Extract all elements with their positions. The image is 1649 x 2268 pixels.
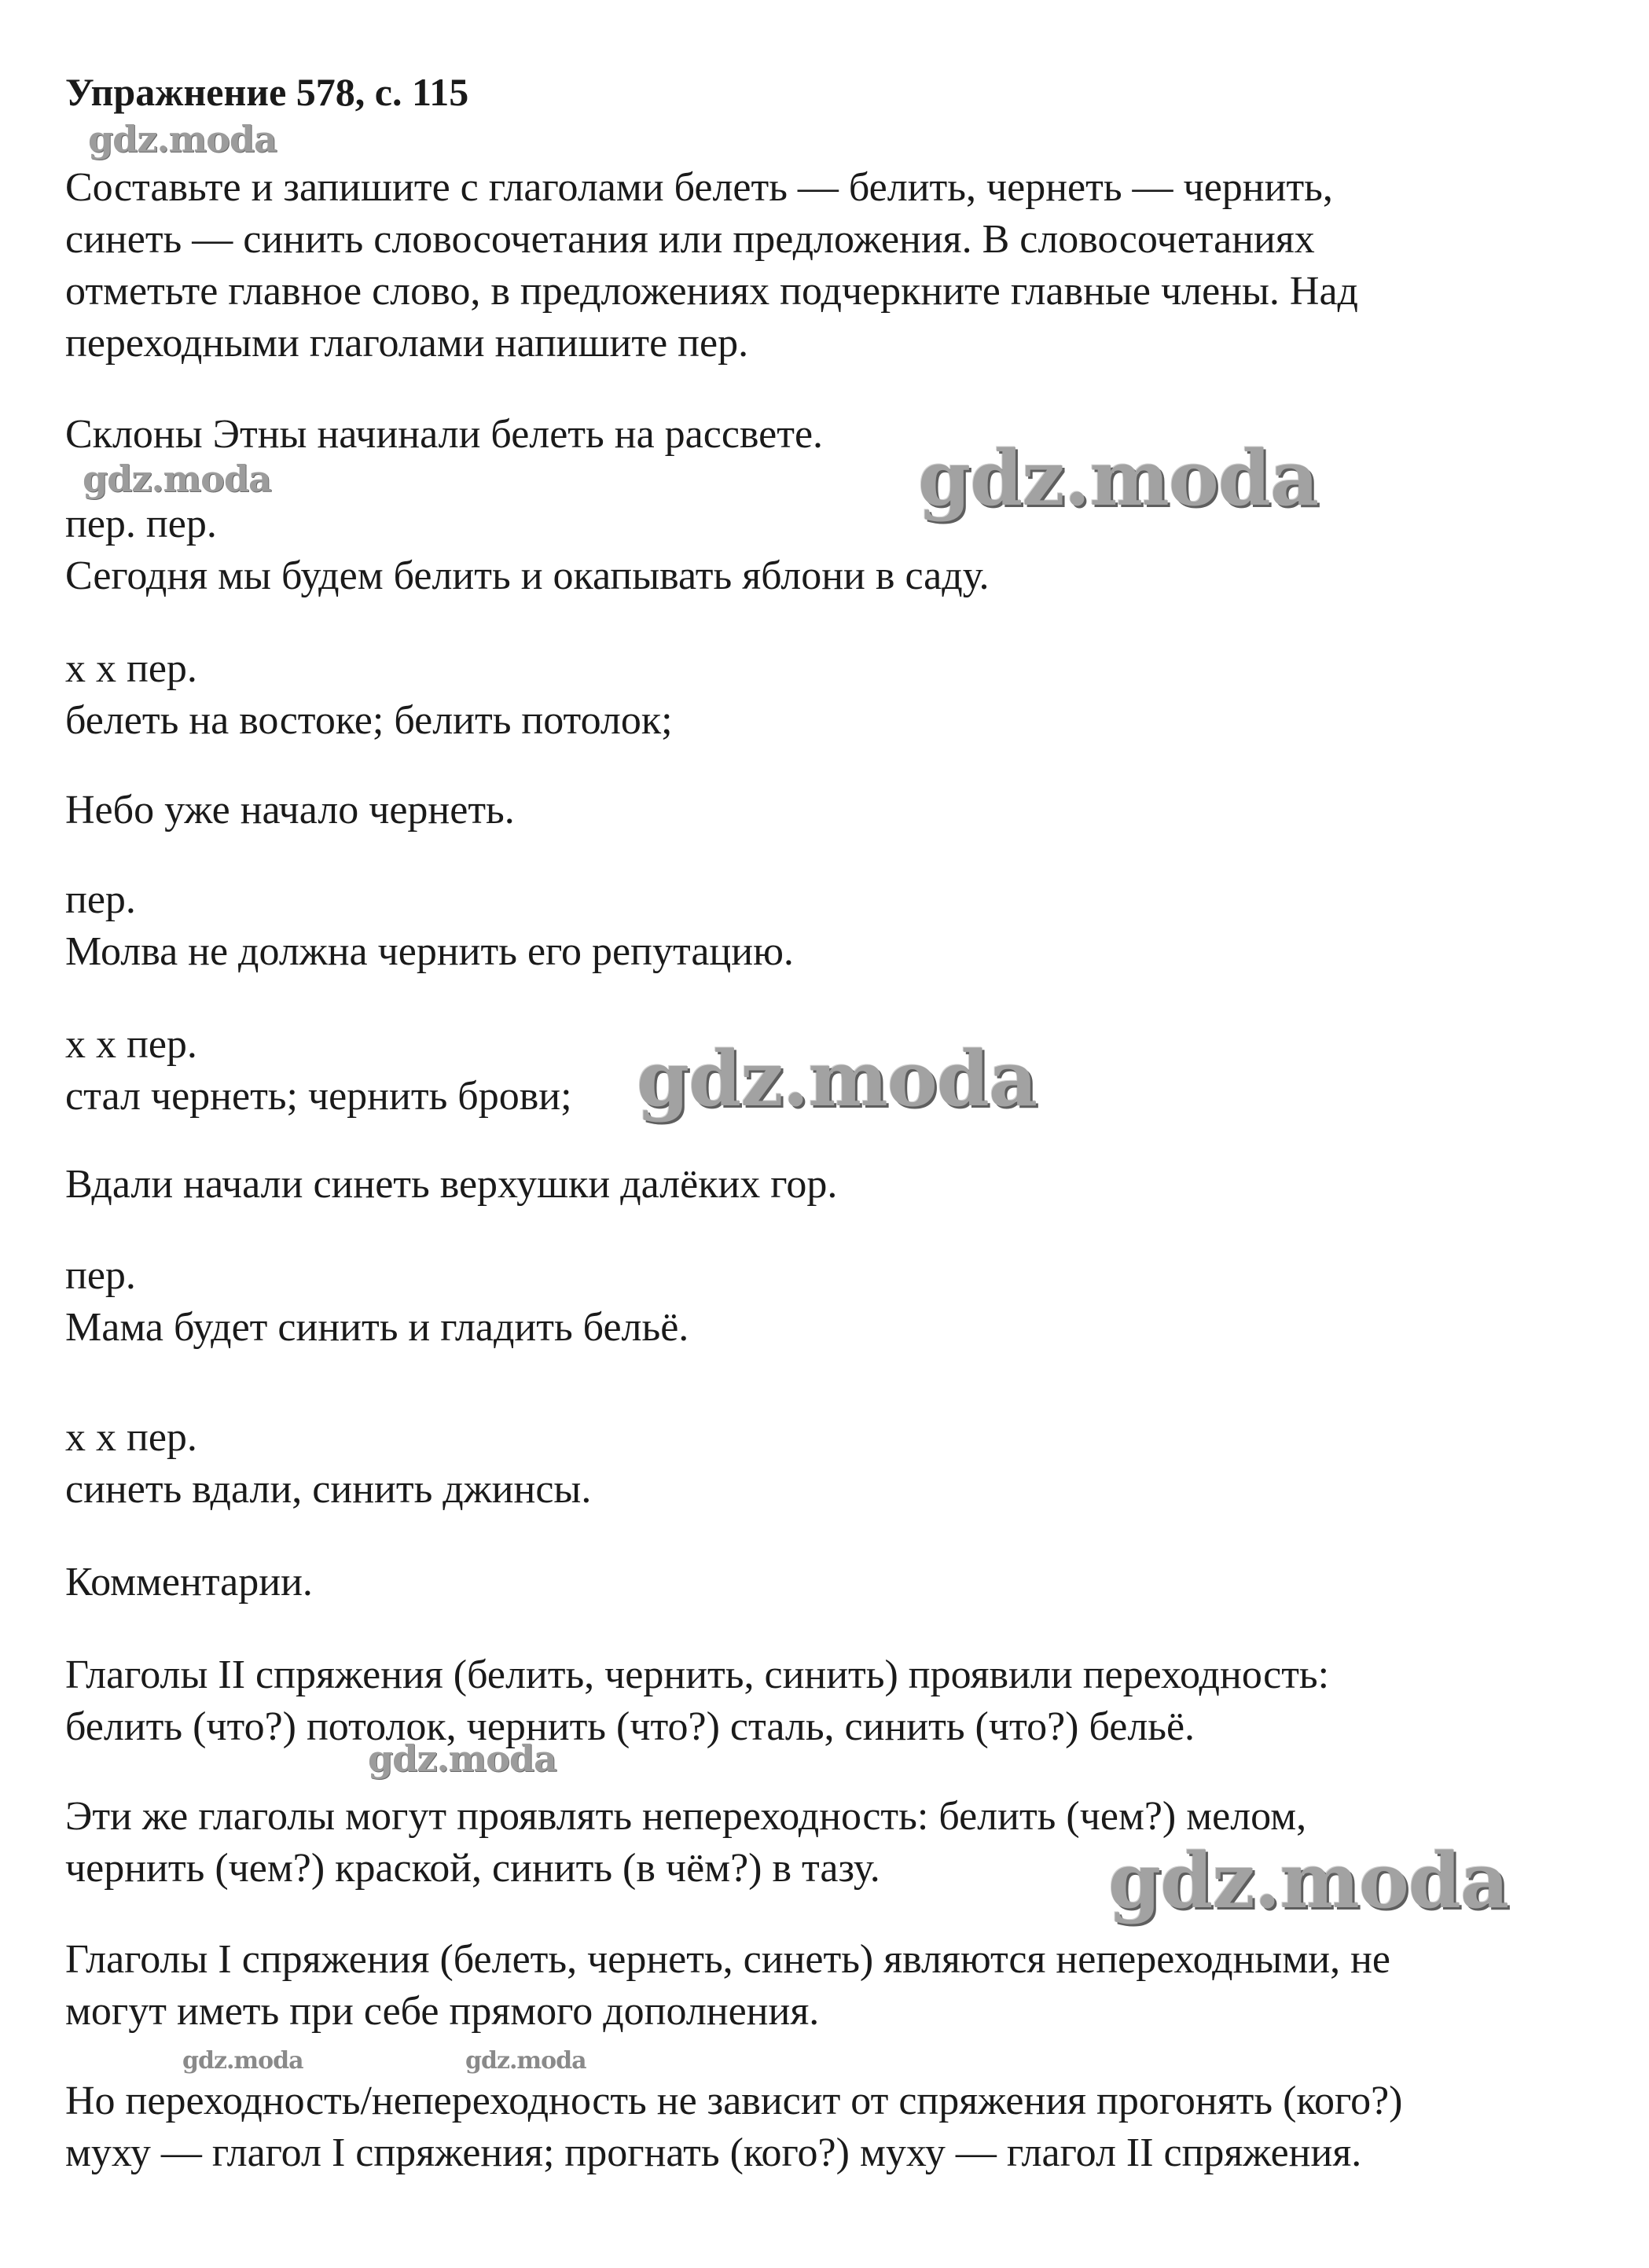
watermark: gdz.moda — [368, 1737, 556, 1780]
annotation-line: х х пер. — [65, 1415, 197, 1460]
watermark: gdz.moda — [465, 2047, 586, 2075]
sentence-line: Небо уже начало чернеть. — [65, 788, 515, 833]
phrase-line: синеть вдали, синить джинсы. — [65, 1467, 592, 1512]
task-line-3: отметьте главное слово, в предложениях подчеркните главные члены. Над — [65, 269, 1359, 314]
annotation-line: пер. — [65, 1253, 136, 1298]
comment-line: Глаголы I спряжения (белеть, чернеть, синеть) являются непереходными, не — [65, 1937, 1391, 1982]
sentence-line: Склоны Этны начинали белеть на рассвете. — [65, 412, 824, 457]
task-line-4: переходными глаголами напишите пер. — [65, 321, 749, 366]
comment-line: Глаголы II спряжения (белить, чернить, синить) проявили переходность: — [65, 1652, 1330, 1697]
annotation-line: пер. пер. — [65, 502, 217, 546]
task-line-1: Составьте и запишите с глаголами белеть — белить, чернеть — чернить, — [65, 165, 1333, 210]
comments-heading: Комментарии. — [65, 1560, 313, 1605]
task-line-2: синеть — синить словосочетания или предложения. В словосочетаниях — [65, 217, 1315, 262]
sentence-line: Сегодня мы будем белить и окапывать яблони в саду. — [65, 553, 990, 598]
watermark: gdz.moda — [83, 458, 271, 500]
comment-line: Эти же глаголы могут проявлять непереходность: белить (чем?) мелом, — [65, 1794, 1307, 1839]
watermark: gdz.moda — [1108, 1836, 1509, 1925]
phrase-line: стал чернеть; чернить брови; — [65, 1074, 572, 1119]
sentence-line: Молва не должна чернить его репутацию. — [65, 929, 794, 974]
comment-line: белить (что?) потолок, чернить (что?) сталь, синить (что?) бельё. — [65, 1704, 1195, 1749]
annotation-line: пер. — [65, 877, 136, 922]
comment-line: могут иметь при себе прямого дополнения. — [65, 1989, 820, 2034]
comment-line: муху — глагол I спряжения; прогнать (кого?) муху — глагол II спряжения. — [65, 2130, 1362, 2175]
comment-line: чернить (чем?) краской, синить (в чём?) в тазу. — [65, 1846, 880, 1891]
watermark: gdz.moda — [637, 1035, 1038, 1123]
watermark: gdz.moda — [182, 2047, 303, 2075]
exercise-title: Упражнение 578, с. 115 — [65, 70, 469, 114]
comment-line: Но переходность/непереходность не зависит от спряжения прогонять (кого?) — [65, 2079, 1403, 2123]
watermark: gdz.moda — [88, 118, 277, 160]
phrase-line: белеть на востоке; белить потолок; — [65, 698, 673, 743]
sentence-line: Вдали начали синеть верхушки далёких гор. — [65, 1162, 838, 1207]
watermark: gdz.moda — [918, 434, 1319, 523]
annotation-line: х х пер. — [65, 1022, 197, 1067]
sentence-line: Мама будет синить и гладить бельё. — [65, 1305, 689, 1350]
annotation-line: х х пер. — [65, 646, 197, 691]
